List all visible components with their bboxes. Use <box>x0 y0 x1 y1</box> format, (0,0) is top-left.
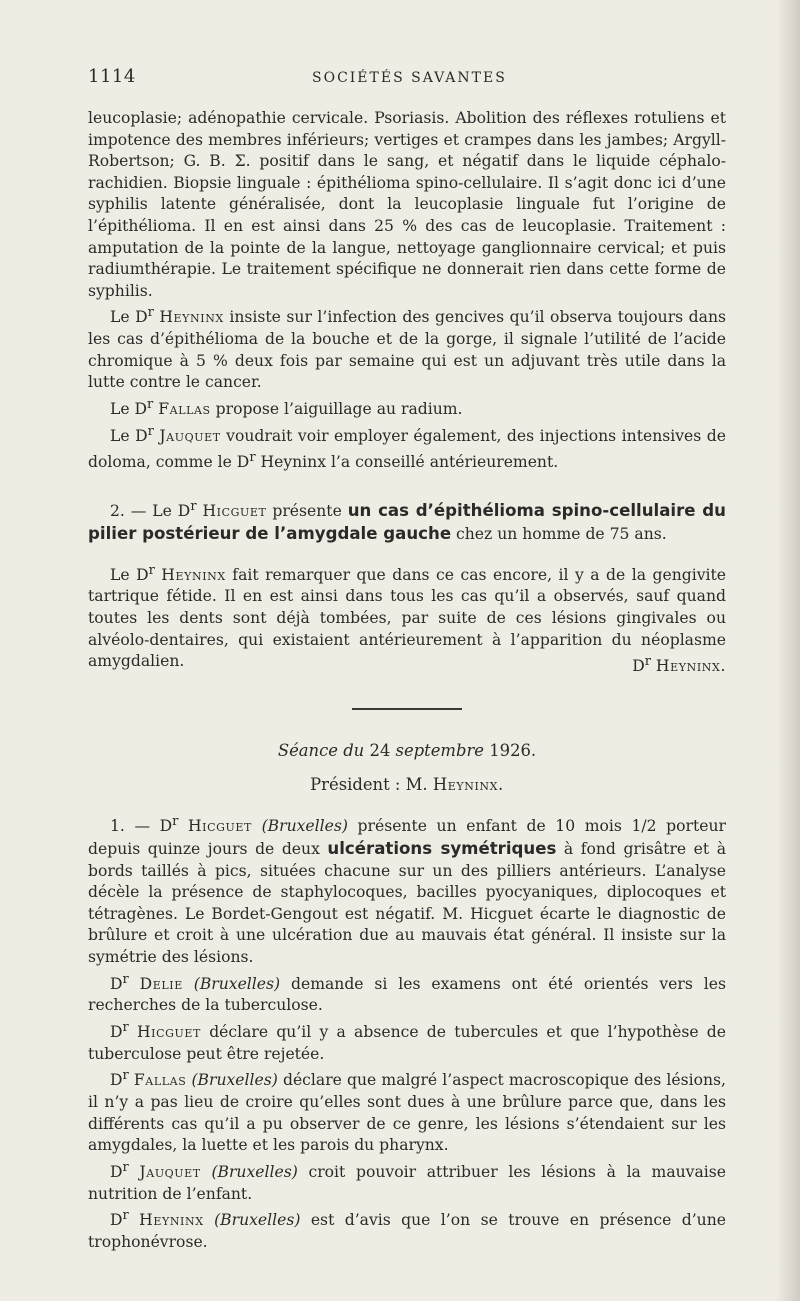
speaker-city: (Bruxelles) <box>211 1163 298 1181</box>
speaker-name: Delie <box>139 974 183 993</box>
paragraph-text: demande si les examens ont été orientés vers les recherches de la tuberculose. <box>88 974 726 1015</box>
signature-name: Heyninx. <box>655 657 726 676</box>
paragraph-text: fait remarquer que dans ce cas encore, il y a de la gengivite tartrique fétide. Il en est ainsi dans tous les cas qu’il a observés, sauf quand toutes les dents sont déjà tombées, par suite de ces lésions gingivales ou alvéolo-dentaires, qui existaient antérieurement à l’apparition du néoplasme amygdalien. <box>88 565 726 671</box>
paragraph-heyninx-reply <box>88 560 726 678</box>
paragraph-fallas-reply <box>88 1065 726 1157</box>
session-day: 24 <box>364 740 396 760</box>
paragraph-heyninx-remark <box>88 302 726 394</box>
title-doctor: D <box>110 1211 123 1230</box>
speaker-name: Hicguet <box>136 1023 201 1042</box>
session-president <box>88 774 726 796</box>
speaker-city: (Bruxelles) <box>193 974 281 993</box>
paragraph-fallas-remark <box>88 394 726 421</box>
title-sup: r <box>190 499 197 515</box>
paragraph-text: à fond grisâtre et à bords taillés à pics, situées chacune sur un des pilliers antérieurs. L’analyse décèle la présence de staphylocoques, bacilles pyocyaniques, diplocoques et tétragènes. Le Bordet-Gengout est négatif. M. Hicguet écarte le diagnostic de brûlure et croit à une ulcération due au mauvais état général. Il insiste sur la symétrie des lésions. <box>88 839 726 966</box>
speaker-name: Fallas <box>133 1071 187 1090</box>
paragraph-heyninx-final <box>88 1205 726 1253</box>
case-number: 1. — D <box>110 817 173 836</box>
title-doctor: Le D <box>110 400 148 419</box>
paragraph-jauquet-reply <box>88 1157 726 1205</box>
paragraph-case-2 <box>88 496 726 545</box>
session-month: septembre <box>395 740 484 760</box>
case-title: ulcérations symétriques <box>327 838 557 858</box>
paragraph-text: chez un homme de 75 ans. <box>451 525 667 544</box>
paragraph-text: est d’avis que l’on se trouve en présence d’une trophonévrose. <box>88 1211 726 1251</box>
speaker-name: Heyninx <box>161 565 226 584</box>
paragraph-text: présente un enfant de 10 mois 1/2 porteur depuis quinze jours de deux <box>88 817 726 858</box>
title-sup: r <box>122 971 129 987</box>
president-name: Heyninx. <box>432 774 504 794</box>
title-sup: r <box>249 450 256 466</box>
paragraph-text: voudrait voir employer également, des injections intensives de doloma, comme le D <box>88 426 726 472</box>
running-head: SOCIÉTÉS SAVANTES <box>312 70 507 86</box>
scan-edge-shadow <box>776 0 800 1301</box>
paragraph-text: croit pouvoir attribuer les lésions à la mauvaise nutrition de l’enfant. <box>88 1163 726 1203</box>
title-sup: r <box>644 654 651 670</box>
title-sup: r <box>172 814 179 830</box>
session-title <box>88 740 726 762</box>
paragraph-text: propose l’aiguillage au radium. <box>210 400 463 419</box>
speaker-city: (Bruxelles) <box>261 817 348 836</box>
speaker-name: Hicguet <box>202 502 267 521</box>
title-sup: r <box>147 305 154 321</box>
session-label: Séance du <box>277 740 365 760</box>
speaker-name: Hicguet <box>187 817 252 836</box>
speaker-city: (Bruxelles) <box>191 1071 278 1090</box>
title-doctor: D <box>110 1023 123 1042</box>
title-sup: r <box>122 1019 129 1035</box>
title-doctor: D <box>110 974 123 993</box>
section-divider <box>352 708 462 710</box>
case-number: 2. — Le D <box>110 502 191 521</box>
paragraph-delie-remark <box>88 969 726 1017</box>
paragraph-text: insiste sur l’infection des gencives qu’il observa toujours dans les cas d’épithélioma de la bouche et de la gorge, il signale l’utilité de l’acide chromique à 5 % deux fois par semaine qui est un adjuvant très utile dans la lutte contre le cancer. <box>88 308 726 392</box>
speaker-name: Jauquet <box>159 426 221 445</box>
paragraph-text: Heynin​x l’a conseillé antérieurement. <box>255 453 559 472</box>
title-sup: r <box>122 1159 129 1175</box>
signature <box>610 651 726 678</box>
paragraph-case-summary: leucoplasie; adénopathie cervicale. Psoriasis. Abolition des réflexes rotuliens et impotence des membres inférieurs; vertiges et crampes dans les jambes; Argyll-Robertson; G. B. Σ. positif dans le sang, et négatif dans le liquide céphalo-rachidien. Biopsie linguale : épithélioma spino-cellulaire. Il s’agit donc ici d’une syphilis latente généralisée, dont la leucoplasie linguale fut l’origine de l’épithélioma. Il en est ainsi dans 25 % des cas de leucoplasie. Traitement : amputation de la pointe de la langue, nettoyage ganglionnaire cervical; et puis radiumthérapie. Le traitement spécifique ne donnerait rien dans cette forme de syphilis. <box>88 109 726 300</box>
title-sup: r <box>147 396 154 412</box>
speaker-city: (Bruxelles) <box>214 1211 301 1230</box>
speaker-name: Jauquet <box>139 1163 201 1181</box>
signature-title: D <box>632 657 645 676</box>
title-sup: r <box>122 1068 129 1084</box>
paragraph-text: présente <box>266 502 348 521</box>
session-year: 1926. <box>484 740 537 760</box>
paragraph-case-1 <box>88 811 726 968</box>
title-sup: r <box>147 423 154 439</box>
case-title: un cas d’épithélioma spino-cellulaire du pilier postérieur de l’amygdale gauche <box>88 501 726 544</box>
speaker-name: Fallas <box>158 400 211 419</box>
title-doctor: Le D <box>110 565 149 584</box>
article-body <box>88 108 726 1254</box>
speaker-name: Heyninx <box>159 308 224 327</box>
president-label: Président : M. <box>310 774 433 794</box>
title-doctor: D <box>110 1163 123 1181</box>
journal-page <box>88 58 726 1254</box>
speaker-name: Heyninx <box>139 1211 204 1230</box>
paragraph-jauquet-remark <box>88 421 726 475</box>
title-doctor: Le D <box>110 308 148 327</box>
page-number: 1114 <box>88 66 136 87</box>
title-sup: r <box>148 562 155 578</box>
paragraph-hicguet-reply <box>88 1017 726 1065</box>
paragraph-text: déclare que malgré l’aspect macroscopique des lésions, il n’y a pas lieu de croire qu’elles sont dues à une brûlure parce que, dans les différents cas qu’il a pu observer de ce genre, les lésions s’étendaient sur les amygdales, la luette et les parois du pharynx. <box>88 1071 726 1155</box>
title-doctor: D <box>110 1071 123 1090</box>
title-sup: r <box>122 1208 129 1224</box>
page-header <box>88 58 726 98</box>
title-doctor: Le D <box>110 426 148 445</box>
paragraph-text: déclare qu’il y a absence de tubercules et que l’hypothèse de tuberculose peut être rejetée. <box>88 1023 726 1063</box>
